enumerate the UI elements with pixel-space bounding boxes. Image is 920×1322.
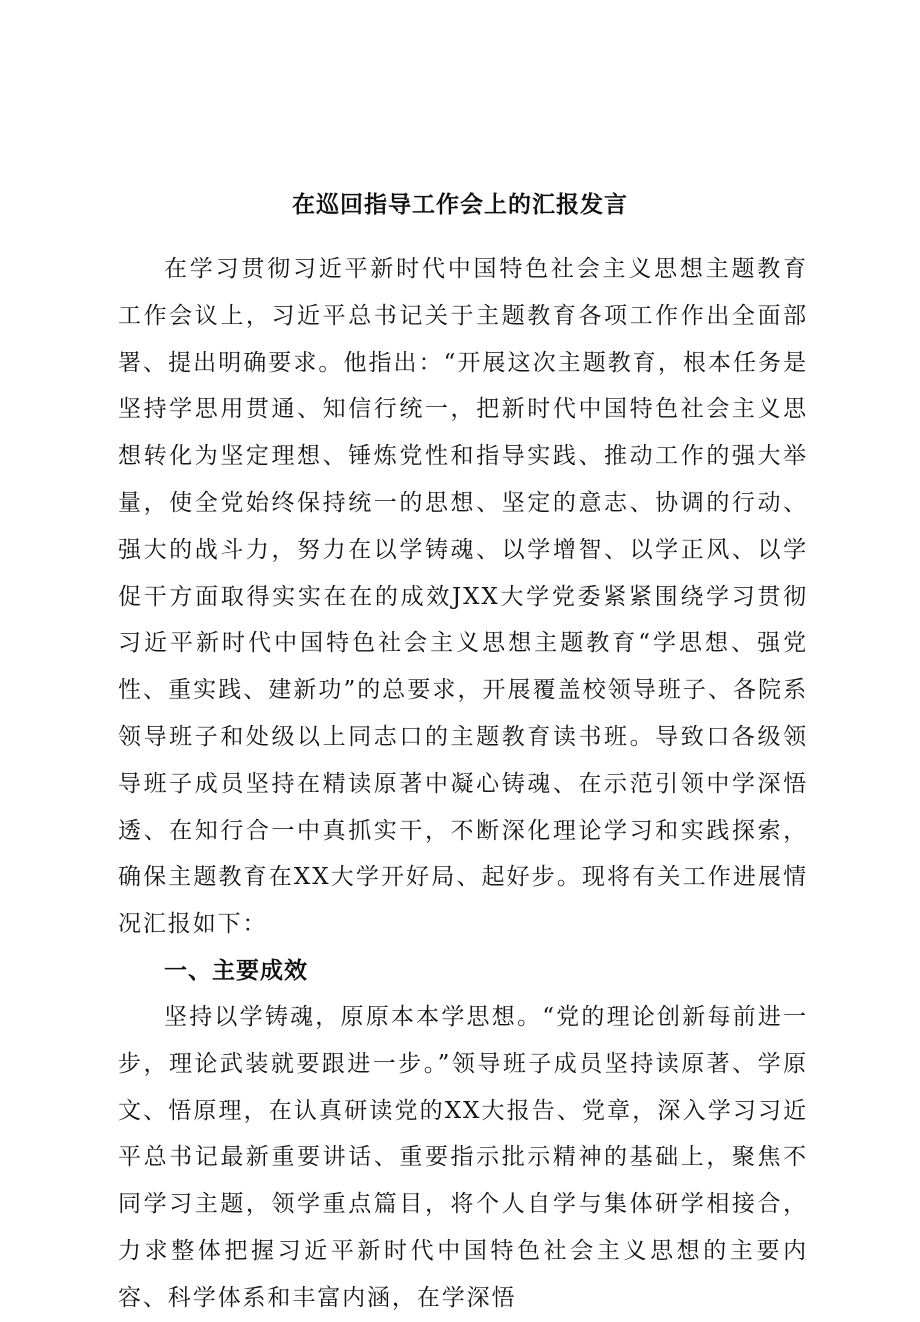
section-heading-main-results: 一、主要成效 [164,957,308,984]
document-title: 在巡回指导工作会上的汇报发言 [292,192,628,218]
intro-paragraph: 在学习贯彻习近平新时代中国特色社会主义思想主题教育工作会议上，习近平总书记关于主题教育各项工作作出全面部署、提出明确要求。他指出：“开展这次主题教育，根本任务是坚持学思用贯通、知信行统一，把新时代中国特色社会主义思想转化为坚定理想、锤炼党性和指导实践、推动工作的强大举量，使全党始终保持统一的思想、坚定的意志、协调的行动、强大的战斗力，努力在以学铸魂、以学增智、以学正风、以学促干方面取得实实在在的成效JXX大学党委紧紧围绕学习贯彻习近平新时代中国特色社会主义思想主题教育“学思想、强党性、重实践、建新功”的总要求，开展覆盖校领导班子、各院系领导班子和处级以上同志口的主题教育读书班。导致口各级领导班子成员坚持在精读原著中凝心铸魂、在示范引领中学深悟透、在知行合一中真抓实干，不断深化理论学习和实践探索，确保主题教育在XX大学开好局、起好步。现将有关工作进展情况汇报如下： [118,256,808,938]
section-paragraph: 坚持以学铸魂，原原本本学思想。“党的理论创新每前进一步，理论武装就要跟进一步。”领导班子成员坚持读原著、学原文、悟原理，在认真研读党的XX大报告、党章，深入学习习近平总书记最新重要讲话、重要指示批示精神的基础上，聚焦不同学习主题，领学重点篇目，将个人自学与集体研学相接合，力求整体把握习近平新时代中国特色社会主义思想的主要内容、科学体系和丰富内涵，在学深悟 [118,1003,808,1311]
document-body [118,246,808,1322]
